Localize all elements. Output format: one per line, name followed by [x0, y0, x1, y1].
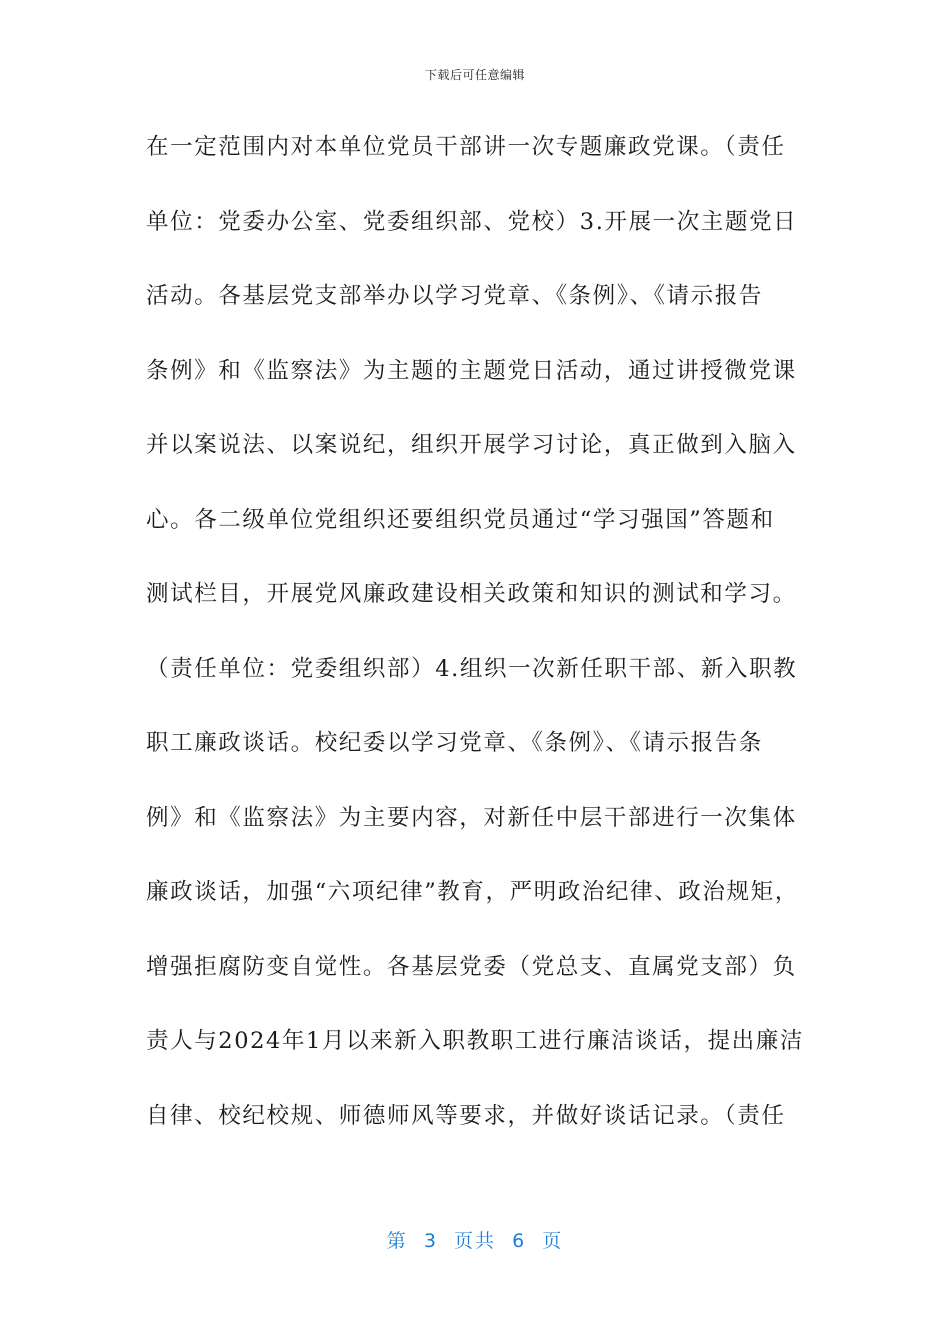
- text-line: 心。各二级单位党组织还要组织党员通过“学习强国”答题和: [146, 506, 775, 533]
- text-line: （责任单位：党委组织部）4.组织一次新任职干部、新入职教: [146, 655, 798, 682]
- page-number-footer: 第 3 页共 6 页: [386, 1230, 564, 1252]
- document-body: [146, 124, 806, 1167]
- text-line: 廉政谈话，加强“六项纪律”教育，严明政治纪律、政治规矩，: [146, 879, 799, 905]
- text-line: 例》和《监察法》为主要内容，对新任中层干部进行一次集体: [146, 804, 797, 831]
- page-header-note: 下载后可任意编辑: [424, 68, 525, 82]
- text-line: 并以案说法、以案说纪，组织开展学习讨论，真正做到入脑入: [146, 432, 797, 458]
- text-line: 责人与2024年1月以来新入职教职工进行廉洁谈话，提出廉洁: [146, 1028, 804, 1054]
- text-line: 单位：党委办公室、党委组织部、党校）3.开展一次主题党日: [146, 208, 798, 235]
- text-line: 在一定范围内对本单位党员干部讲一次专题廉政党课。（责任: [146, 134, 786, 160]
- text-line: 自律、校纪校规、师德师风等要求，并做好谈话记录。（责任: [146, 1102, 786, 1129]
- text-line: 活动。各基层党支部举办以学习党章、《条例》、《请示报告: [146, 283, 763, 309]
- text-line: 条例》和《监察法》为主题的主题党日活动，通过讲授微党课: [146, 357, 797, 384]
- text-line: 测试栏目，开展党风廉政建设相关政策和知识的测试和学习。: [146, 581, 797, 607]
- text-line: 增强拒腐防变自觉性。各基层党委（党总支、直属党支部）负: [146, 953, 797, 980]
- text-line: 职工廉政谈话。校纪委以学习党章、《条例》、《请示报告条: [146, 730, 763, 756]
